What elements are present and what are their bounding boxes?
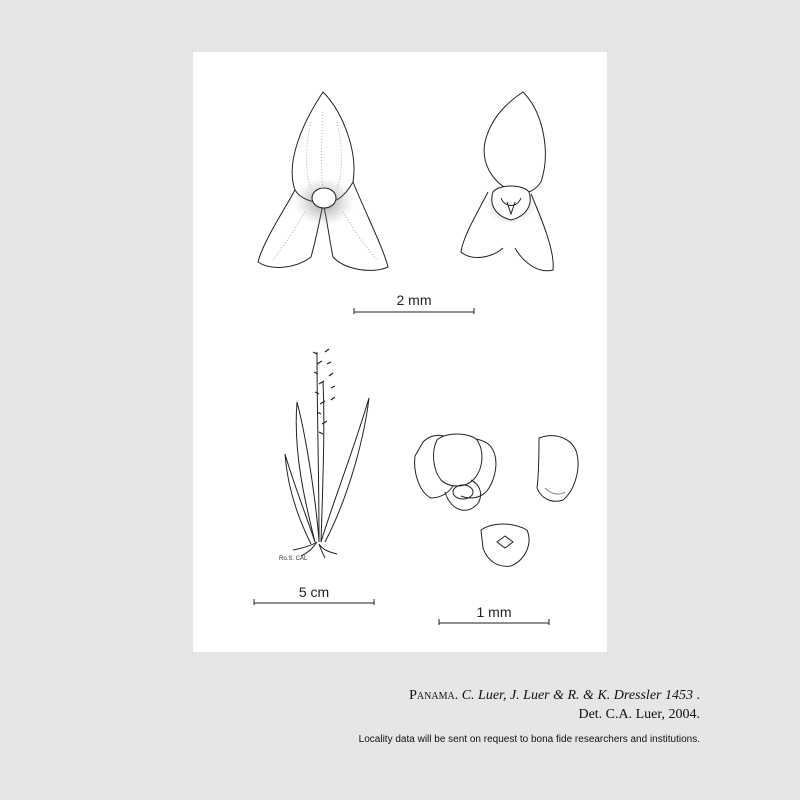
floral-parts — [415, 434, 578, 566]
scale-bar-2mm — [354, 308, 474, 314]
specimen-caption — [409, 686, 700, 724]
locality-note: Locality data will be sent on request to bona fide researchers and institutions. — [358, 734, 700, 745]
flower-side-view — [461, 92, 553, 271]
collection-line — [409, 686, 700, 705]
plant-habit — [285, 349, 369, 558]
artist-signature: Ro.S. CAL — [279, 556, 308, 562]
scale-label-5cm: 5 cm — [298, 584, 330, 600]
scale-label-1mm: 1 mm — [476, 604, 512, 620]
illustration-plate — [193, 52, 607, 652]
flower-front-view — [258, 92, 388, 270]
scale-label-2mm: 2 mm — [396, 292, 432, 308]
collectors: C. Luer, J. Luer & R. & K. Dressler 1453 — [461, 688, 693, 703]
collection-trailing: . — [693, 688, 700, 703]
determination-line: Det. C.A. Luer, 2004. — [578, 707, 700, 722]
country-name: Panama. — [409, 688, 459, 703]
botanical-drawing — [193, 52, 607, 652]
